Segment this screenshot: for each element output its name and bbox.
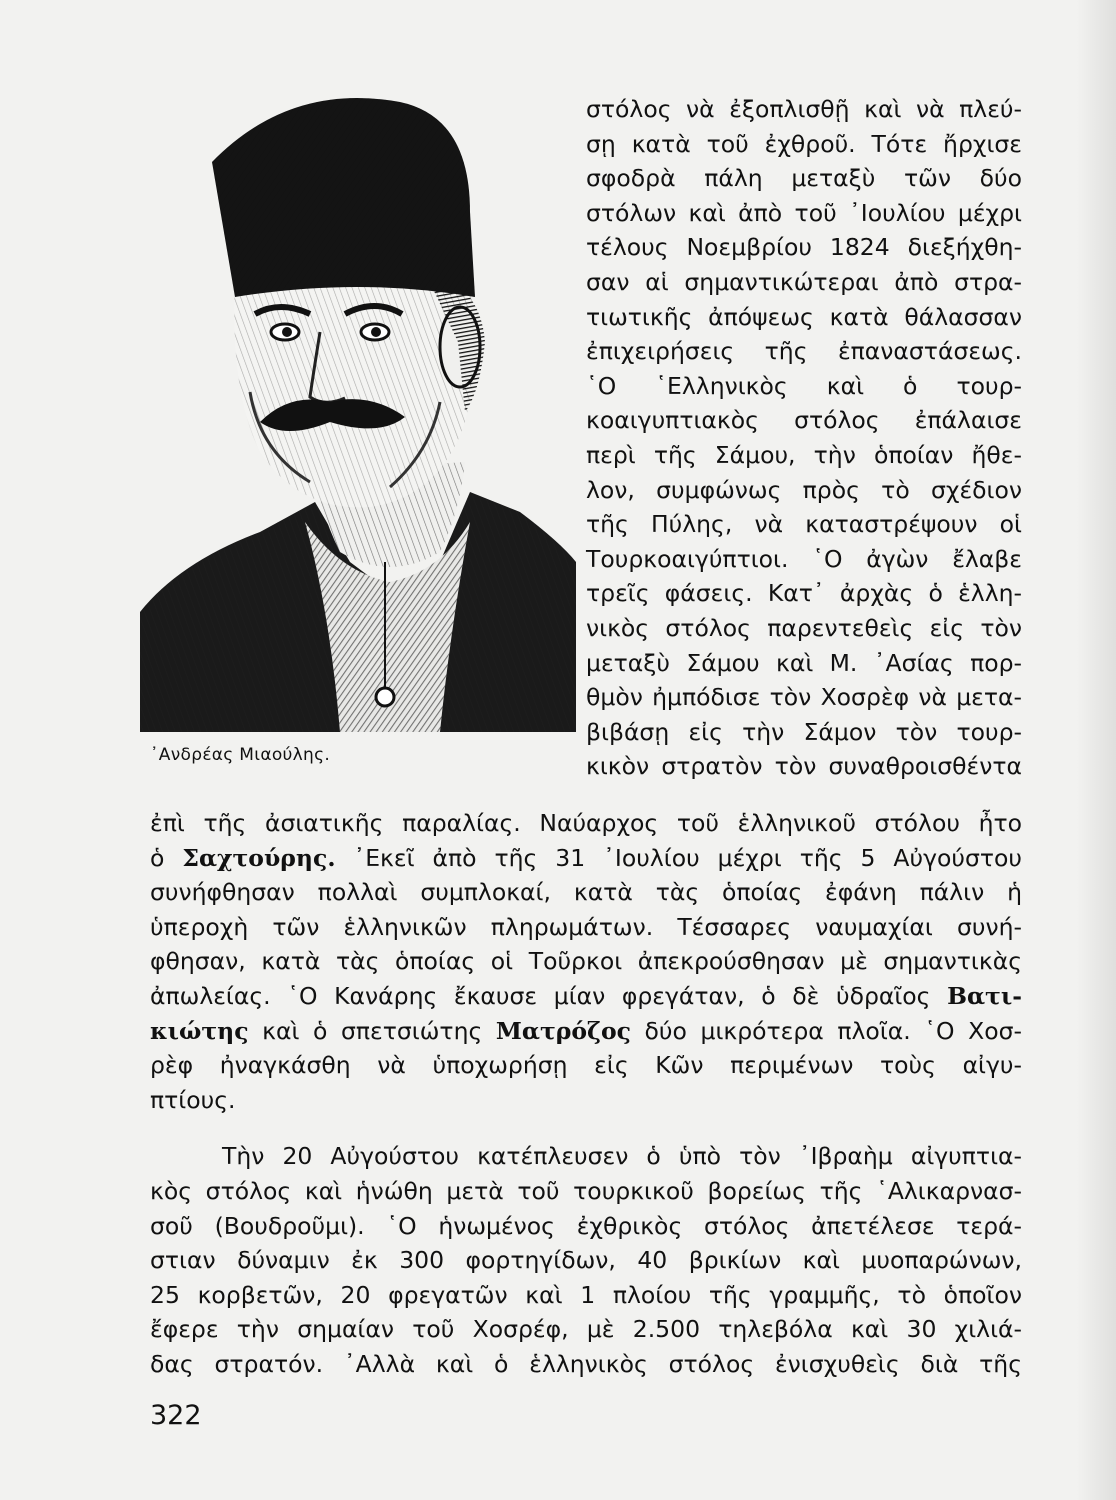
paragraph-2 — [150, 1139, 1022, 1381]
text-line: σῃ κατὰ τοῦ ἐχθροῦ. Τότε ἤρχισε — [586, 129, 1022, 158]
text-line: στόλων καὶ ἀπὸ τοῦ ᾿Ιουλίου μέχρι — [586, 198, 1022, 227]
page-edge-shadow — [1076, 0, 1116, 1500]
text-line: νικὸς στόλος παρεντεθεὶς εἰς τὸν — [586, 613, 1022, 642]
text-line: σαν αἱ σημαντικώτεραι ἀπὸ στρα- — [586, 267, 1022, 296]
text-line: μεταξὺ Σάμου καὶ Μ. ᾿Ασίας πορ- — [586, 648, 1022, 677]
bold-name-vatikiotis-cont: κιώτης — [150, 1016, 249, 1045]
text-line: περὶ τῆς Σάμου, τὴν ὁποίαν ἤθε- — [586, 440, 1022, 469]
text-line: ἔφερε τὴν σημαίαν τοῦ Χοσρέφ, μὲ 2.500 τηλεβόλα καὶ 30 χιλιά- — [150, 1315, 1022, 1344]
text-line: Τουρκοαιγύπτιοι. ῾Ο ἀγὼν ἔλαβε — [586, 544, 1022, 573]
text-line: στιαν δύναμιν ἐκ 300 φορτηγίδων, 40 βρικίων καὶ μυοπαρώνων, — [150, 1246, 1022, 1275]
text-line: τέλους Νοεμβρίου 1824 διεξήχθη- — [586, 233, 1022, 262]
text-line: δας στρατόν. ᾿Αλλὰ καὶ ὁ ἑλληνικὸς στόλος ἐνισχυθεὶς διὰ τῆς — [150, 1349, 1022, 1378]
text-line: ἐπιχειρήσεις τῆς ἐπαναστάσεως. — [586, 337, 1022, 366]
text-line: σφοδρὰ πάλη μεταξὺ τῶν δύο — [586, 164, 1022, 193]
text-line: τρεῖς φάσεις. Κατ᾿ ἀρχὰς ὁ ἑλλη- — [586, 579, 1022, 608]
portrait-illustration — [140, 92, 576, 732]
portrait-engraving — [140, 92, 576, 732]
text-line: ὑπεροχὴ τῶν ἑλληνικῶν πληρωμάτων. Τέσσαρες ναυμαχίαι συνή- — [150, 912, 1022, 941]
text-line — [150, 979, 1022, 1014]
text-line: ἐπὶ τῆς ἀσιατικῆς παραλίας. Ναύαρχος τοῦ ἑλληνικοῦ στόλου ἦτο — [150, 809, 1022, 837]
text-line: φθησαν, κατὰ τὰς ὁποίας οἱ Τοῦρκοι ἀπεκρούσθησαν μὲ σημαντικὰς — [150, 947, 1022, 976]
bold-name-matrozos: Ματρόζος — [495, 1016, 631, 1045]
text-line: 25 κορβετῶν, 20 φρεγατῶν καὶ 1 πλοίου τῆς γραμμῆς, τὸ ὁποῖον — [150, 1280, 1022, 1309]
text-line: στόλος νὰ ἐξοπλισθῇ καὶ νὰ πλεύ- — [586, 95, 1022, 123]
text-line — [150, 841, 1022, 876]
text-line: βιβάσῃ εἰς τὴν Σάμον τὸν τουρ- — [586, 717, 1022, 746]
text-line: λον, συμφώνως πρὸς τὸ σχέδιον — [586, 475, 1022, 504]
text-line: πτίους. — [150, 1085, 236, 1114]
text-line: κικὸν στρατὸν τὸν συναθροισθέντα — [586, 752, 1022, 781]
text-run: ἀπωλείας. ῾Ο Κανάρης ἔκαυσε μίαν φρεγάταν, ὁ δὲ ὑδραῖος — [150, 981, 948, 1010]
text-run: καὶ ὁ σπετσιώτης — [248, 1016, 496, 1045]
text-line: κὸς στόλος καὶ ἡνώθη μετὰ τοῦ τουρκικοῦ βορείως τῆς ῾Αλικαρνασ- — [150, 1176, 1022, 1205]
text-line: συνήφθησαν πολλαὶ συμπλοκαί, κατὰ τὰς ὁποίας ἐφάνη πάλιν ἡ — [150, 878, 1022, 907]
text-run: ὁ — [150, 843, 183, 872]
text-line: Τὴν 20 Αὐγούστου κατέπλευσεν ὁ ὑπὸ τὸν ᾿Ιβραὴμ αἰγυπτια- — [222, 1142, 1022, 1171]
page-number: 322 — [150, 1400, 202, 1431]
bold-name-vatikiotis: Βατι- — [947, 981, 1022, 1010]
text-line: σοῦ (Βουδροῦμι). ῾Ο ἡνωμένος ἐχθρικὸς στόλος ἀπετέλεσε τερά- — [150, 1211, 1022, 1240]
text-line: ῾Ο ῾Ελληνικὸς καὶ ὁ τουρ- — [586, 371, 1022, 400]
text-line: θμὸν ἠμπόδισε τὸν Χοσρὲφ νὰ μετα- — [586, 683, 1022, 712]
text-line: ρὲφ ἠναγκάσθη νὰ ὑποχωρήσῃ εἰς Κῶν περιμένων τοὺς αἰγυ- — [150, 1051, 1022, 1080]
text-run: ᾿Εκεῖ ἀπὸ τῆς 31 ᾿Ιουλίου μέχρι τῆς 5 Αὐγούστου — [335, 843, 1022, 872]
bold-name-sachtouris: Σαχτούρης. — [182, 843, 336, 872]
text-line: κοαιγυπτιακὸς στόλος ἐπάλαισε — [586, 406, 1022, 435]
text-line: τῆς Πύλης, νὰ καταστρέψουν οἱ — [586, 510, 1022, 539]
body-text-full-width — [150, 806, 1022, 1382]
text-line — [150, 1014, 1022, 1049]
text-line: τιωτικῆς ἀπόψεως κατὰ θάλασσαν — [586, 302, 1022, 331]
text-run: δύο μικρότερα πλοῖα. ῾Ο Χοσ- — [630, 1016, 1022, 1045]
portrait-caption: ᾿Ανδρέας Μιαούλης. — [150, 745, 331, 765]
text-column-beside-portrait — [586, 92, 1022, 784]
